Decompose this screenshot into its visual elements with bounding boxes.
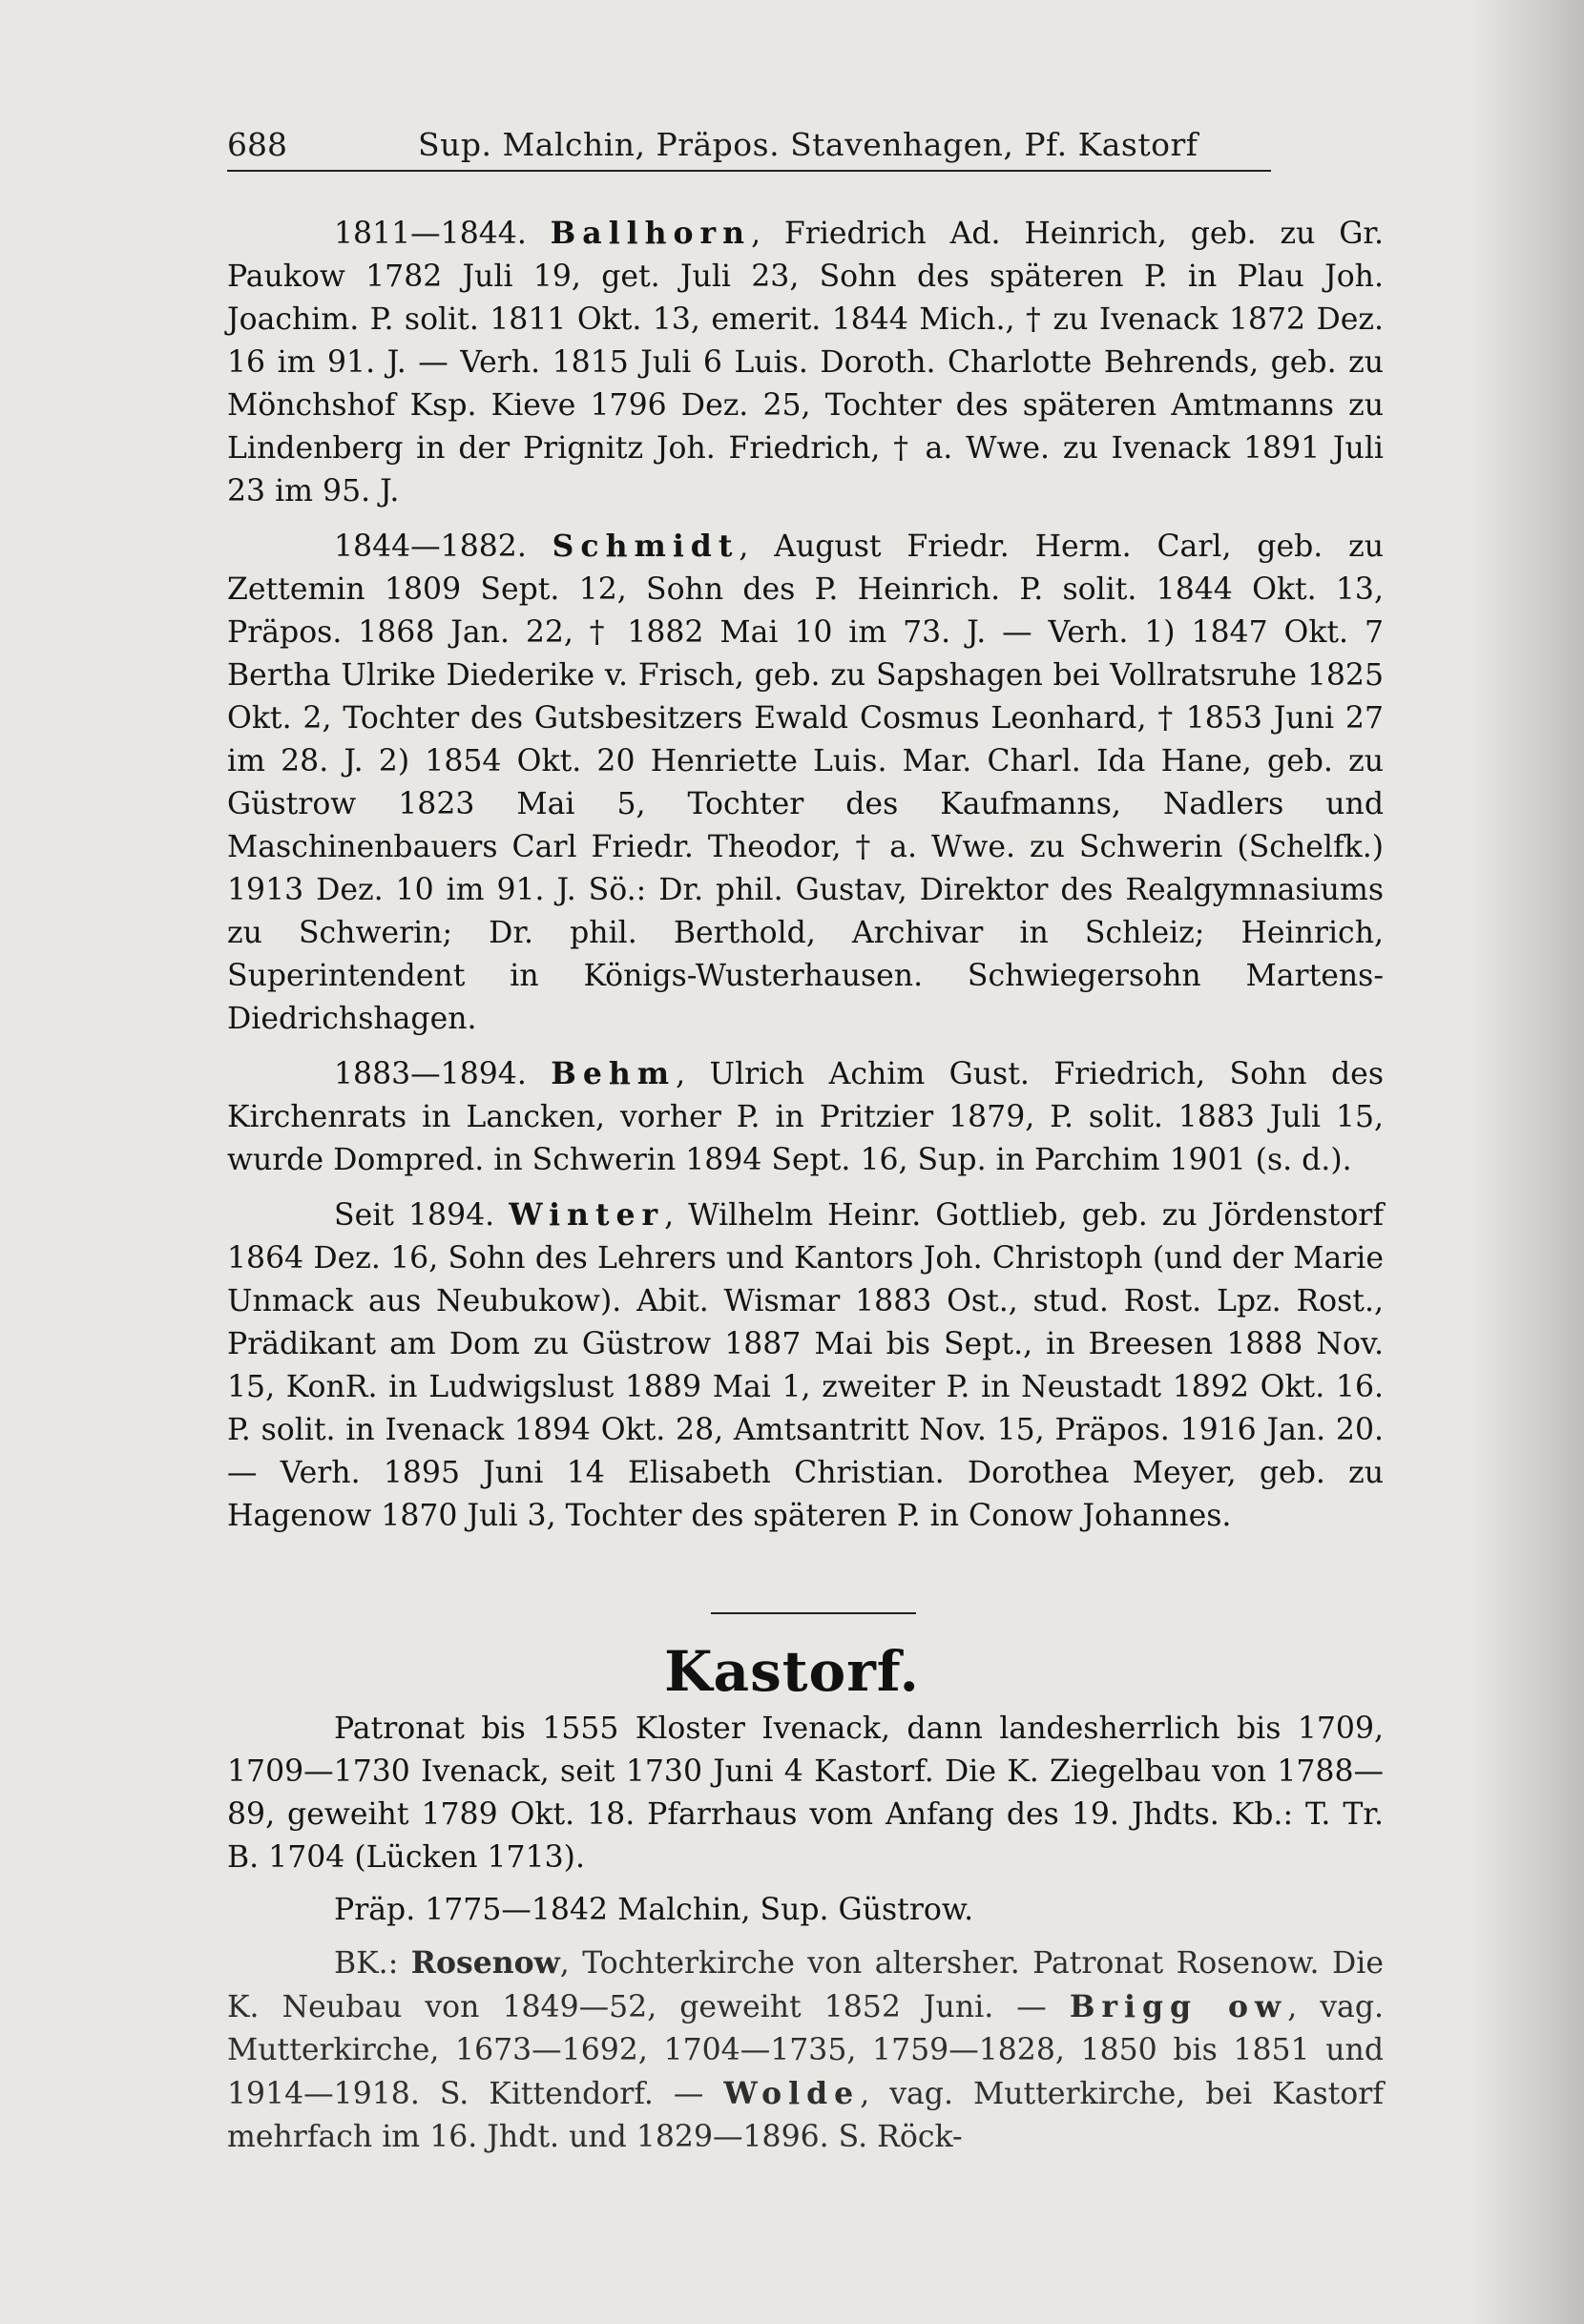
branch-name: Brigg ow	[1069, 1989, 1288, 2024]
running-title: Sup. Malchin, Präpos. Stavenhagen, Pf. Kastorf	[418, 126, 1198, 163]
branch-text: , Tochterkirche von altersher. Patronat Rosenow. Die K. Neubau von 1849—52, geweiht 1852 Juni. —	[227, 1946, 1384, 2024]
entry-text: , Ulrich Achim Gust. Friedrich, Sohn des Kirchenrats in Lancken, vorher P. in Pritzier 1879, P. solit. 1883 Juli 15, wurde Dompred. in Schwerin 1894 Sept. 16, Sup. in Parchim 1901 (s. d.).	[227, 1057, 1384, 1177]
branch-text: , vag. Mutterkirche, bei Kastorf mehrfach im 16. Jhdt. und 1829—1896. S. Röck-	[227, 2077, 1384, 2154]
pastor-list	[227, 212, 1384, 1549]
pastor-entry	[227, 1052, 1384, 1182]
page-gutter-shadow	[1469, 0, 1584, 2324]
pastor-entry	[227, 1193, 1384, 1538]
pastor-entry	[227, 212, 1384, 513]
entry-name: Behm	[551, 1056, 677, 1091]
pastor-entry	[227, 525, 1384, 1041]
entry-years: 1844—1882.	[334, 529, 527, 564]
branch-name: Rosenow	[410, 1945, 560, 1981]
entry-years: Seit 1894.	[334, 1198, 495, 1233]
section-body	[227, 1708, 1384, 2168]
entry-name: Winter	[509, 1197, 665, 1233]
section-title: Kastorf.	[664, 1639, 920, 1704]
entry-text: , Wilhelm Heinr. Gottlieb, geb. zu Jördenstorf 1864 Dez. 16, Sohn des Lehrers und Kantors Joh. Christoph (und der Marie Unmack aus Neubukow). Abit. Wismar 1883 Ost., stud. Rost. Lpz. Rost., Prädikant am Dom zu Güstrow 1887 Mai bis Sept., in Breesen 1888 Nov. 15, KonR. in Ludwigslust 1889 Mai 1, zweiter P. in Neustadt 1892 Okt. 16. P. solit. in Ivenack 1894 Okt. 28, Amtsantritt Nov. 15, Präpos. 1916 Jan. 20. — Verh. 1895 Juni 14 Elisabeth Christian. Dorothea Meyer, geb. zu Hagenow 1870 Juli 3, Tochter des späteren P. in Conow Johannes.	[227, 1198, 1384, 1533]
branch-churches-paragraph	[227, 1941, 1384, 2159]
entry-text: , Friedrich Ad. Heinrich, geb. zu Gr. Paukow 1782 Juli 19, get. Juli 23, Sohn des späteren P. in Plau Joh. Joachim. P. solit. 1811 Okt. 13, emerit. 1844 Mich., † zu Ivenack 1872 Dez. 16 im 91. J. — Verh. 1815 Juli 6 Luis. Doroth. Charlotte Behrends, geb. zu Mönchshof Ksp. Kieve 1796 Dez. 25, Tochter des späteren Amtmanns zu Lindenberg in der Prignitz Joh. Friedrich, † a. Wwe. zu Ivenack 1891 Juli 23 im 95. J.	[227, 217, 1384, 508]
page-number: 688	[227, 126, 287, 163]
header-rule	[227, 170, 1271, 172]
entry-text: , August Friedr. Herm. Carl, geb. zu Zettemin 1809 Sept. 12, Sohn des P. Heinrich. P. solit. 1844 Okt. 13, Präpos. 1868 Jan. 22, † 1882 Mai 10 im 73. J. — Verh. 1) 1847 Okt. 7 Bertha Ulrike Diederike v. Frisch, geb. zu Sapshagen bei Vollratsruhe 1825 Okt. 2, Tochter des Gutsbesitzers Ewald Cosmus Leonhard, † 1853 Juni 27 im 28. J. 2) 1854 Okt. 20 Henriette Luis. Mar. Charl. Ida Hane, geb. zu Güstrow 1823 Mai 5, Tochter des Kaufmanns, Nadlers und Maschinenbauers Carl Friedr. Theodor, † a. Wwe. zu Schwerin (Schelfk.) 1913 Dez. 10 im 91. J. Sö.: Dr. phil. Gustav, Direktor des Realgymnasiums zu Schwerin; Dr. phil. Berthold, Archivar in Schleiz; Heinrich, Superintendent in Königs-Wusterhausen. Schwiegersohn Martens-Diedrichshagen.	[227, 529, 1384, 1036]
branch-text: , vag. Mutterkirche, 1673—1692, 1704—1735, 1759—1828, 1850 bis 1851 und 1914—1918. S. Kittendorf. —	[227, 1990, 1384, 2111]
branch-label: BK.:	[334, 1946, 399, 1981]
running-header	[227, 122, 1271, 166]
section-separator	[711, 1612, 916, 1614]
branch-name: Wolde	[723, 2076, 861, 2111]
entry-name: Ballhorn	[550, 216, 752, 251]
entry-name: Schmidt	[552, 529, 740, 564]
praepositur-paragraph: Präp. 1775—1842 Malchin, Sup. Güstrow.	[334, 1893, 974, 1927]
patronage-paragraph: Patronat bis 1555 Kloster Ivenack, dann landesherrlich bis 1709, 1709—1730 Ivenack, seit 1730 Juni 4 Kastorf. Die K. Ziegelbau von 1788—89, geweiht 1789 Okt. 18. Pfarrhaus vom Anfang des 19. Jhdts. Kb.: T. Tr. B. 1704 (Lücken 1713).	[227, 1712, 1384, 1875]
entry-years: 1883—1894.	[334, 1057, 527, 1091]
entry-years: 1811—1844.	[334, 217, 527, 251]
